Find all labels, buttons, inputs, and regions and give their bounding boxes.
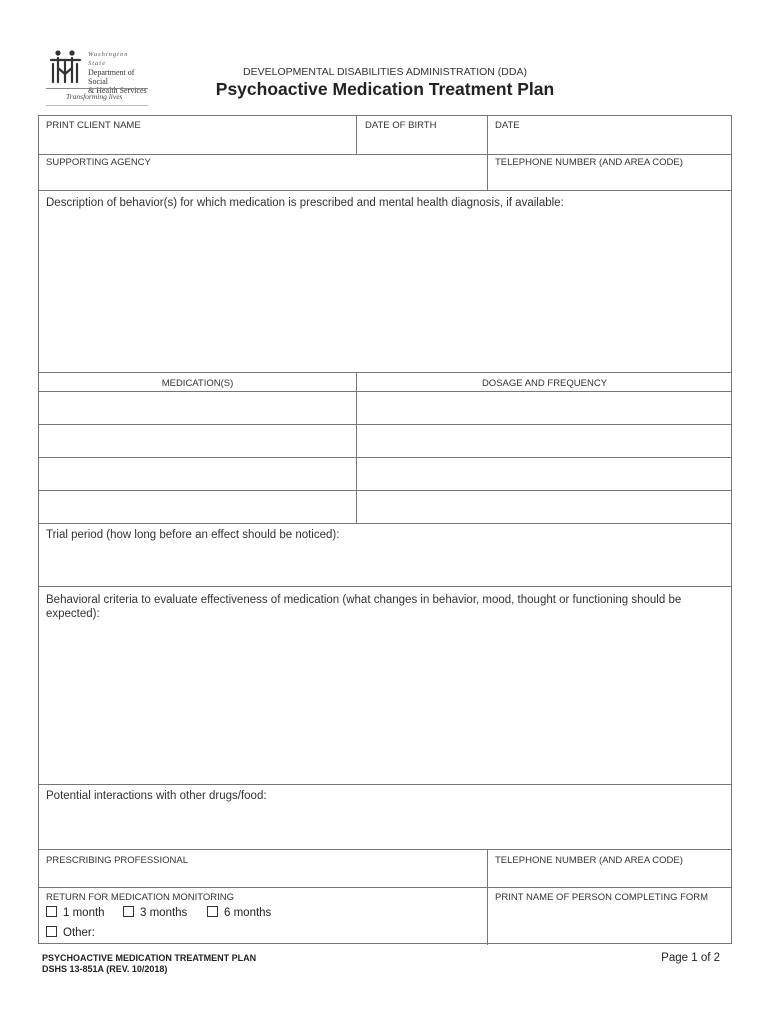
logo-dept-line2: & Health Services bbox=[88, 86, 147, 95]
col-divider bbox=[487, 849, 488, 945]
client-name-label: PRINT CLIENT NAME bbox=[46, 120, 141, 131]
option-1-month-label: 1 month bbox=[63, 907, 105, 919]
dob-label: DATE OF BIRTH bbox=[365, 120, 437, 131]
row-divider bbox=[39, 784, 731, 785]
row-divider bbox=[39, 849, 731, 850]
option-3-months[interactable] bbox=[123, 906, 187, 919]
prescriber-phone-label: TELEPHONE NUMBER (AND AREA CODE) bbox=[495, 855, 683, 866]
logo-tagline: Transforming lives bbox=[66, 92, 123, 101]
option-other[interactable] bbox=[46, 926, 95, 939]
option-3-months-label: 3 months bbox=[140, 907, 188, 919]
option-6-months-label: 6 months bbox=[224, 907, 272, 919]
trial-period-label: Trial period (how long before an effect should be noticed): bbox=[46, 529, 340, 541]
monitoring-label: RETURN FOR MEDICATION MONITORING bbox=[46, 892, 235, 903]
option-other-label: Other: bbox=[63, 927, 95, 939]
supporting-agency-label: SUPPORTING AGENCY bbox=[46, 157, 151, 168]
row-divider bbox=[39, 586, 731, 587]
form-footer bbox=[42, 953, 256, 975]
option-6-months[interactable] bbox=[207, 906, 271, 919]
row-divider bbox=[39, 190, 731, 191]
prescriber-label: PRESCRIBING PROFESSIONAL bbox=[46, 855, 189, 866]
agency-phone-label: TELEPHONE NUMBER (AND AREA CODE) bbox=[495, 157, 683, 168]
logo-divider bbox=[46, 88, 148, 89]
checkbox-1-month[interactable] bbox=[46, 906, 57, 917]
page-number: Page 1 of 2 bbox=[661, 952, 720, 964]
completer-label: PRINT NAME OF PERSON COMPLETING FORM bbox=[495, 892, 709, 903]
row-divider bbox=[39, 523, 731, 524]
row-divider bbox=[39, 372, 731, 373]
row-divider bbox=[39, 154, 731, 155]
col-divider bbox=[487, 116, 488, 190]
row-divider bbox=[39, 424, 731, 425]
dosage-header: DOSAGE AND FREQUENCY bbox=[481, 378, 608, 389]
checkbox-other[interactable] bbox=[46, 926, 57, 937]
treatment-plan-form bbox=[38, 115, 732, 944]
row-divider bbox=[39, 391, 731, 392]
medications-header: MEDICATION(S) bbox=[161, 378, 234, 389]
option-1-month[interactable] bbox=[46, 906, 105, 919]
description-label: Description of behavior(s) for which medication is prescribed and mental health diagnosis, if available: bbox=[46, 197, 564, 209]
row-divider bbox=[39, 490, 731, 491]
footer-form-number: DSHS 13-851A (REV. 10/2018) bbox=[42, 964, 168, 974]
date-label: DATE bbox=[495, 120, 520, 131]
people-icon bbox=[46, 48, 86, 86]
checkbox-6-months[interactable] bbox=[207, 906, 218, 917]
col-divider bbox=[356, 372, 357, 523]
footer-form-title: PSYCHOACTIVE MEDICATION TREATMENT PLAN bbox=[42, 953, 257, 963]
col-divider bbox=[356, 116, 357, 154]
agency-heading: DEVELOPMENTAL DISABILITIES ADMINISTRATION (DDA) bbox=[243, 66, 527, 78]
dshs-logo bbox=[46, 48, 148, 106]
form-title: Psychoactive Medication Treatment Plan bbox=[215, 79, 555, 99]
interactions-label: Potential interactions with other drugs/food: bbox=[46, 790, 267, 802]
logo-dept-line1: Department of Social bbox=[88, 68, 135, 86]
logo-state: Washington State bbox=[88, 51, 129, 67]
checkbox-3-months[interactable] bbox=[123, 906, 134, 917]
row-divider bbox=[39, 457, 731, 458]
behavioral-criteria-label: Behavioral criteria to evaluate effectiveness of medication (what changes in behavior, mood, thought or functioning should be expected): bbox=[46, 594, 682, 620]
row-divider bbox=[39, 887, 731, 888]
logo-bottom-rule bbox=[46, 105, 148, 106]
